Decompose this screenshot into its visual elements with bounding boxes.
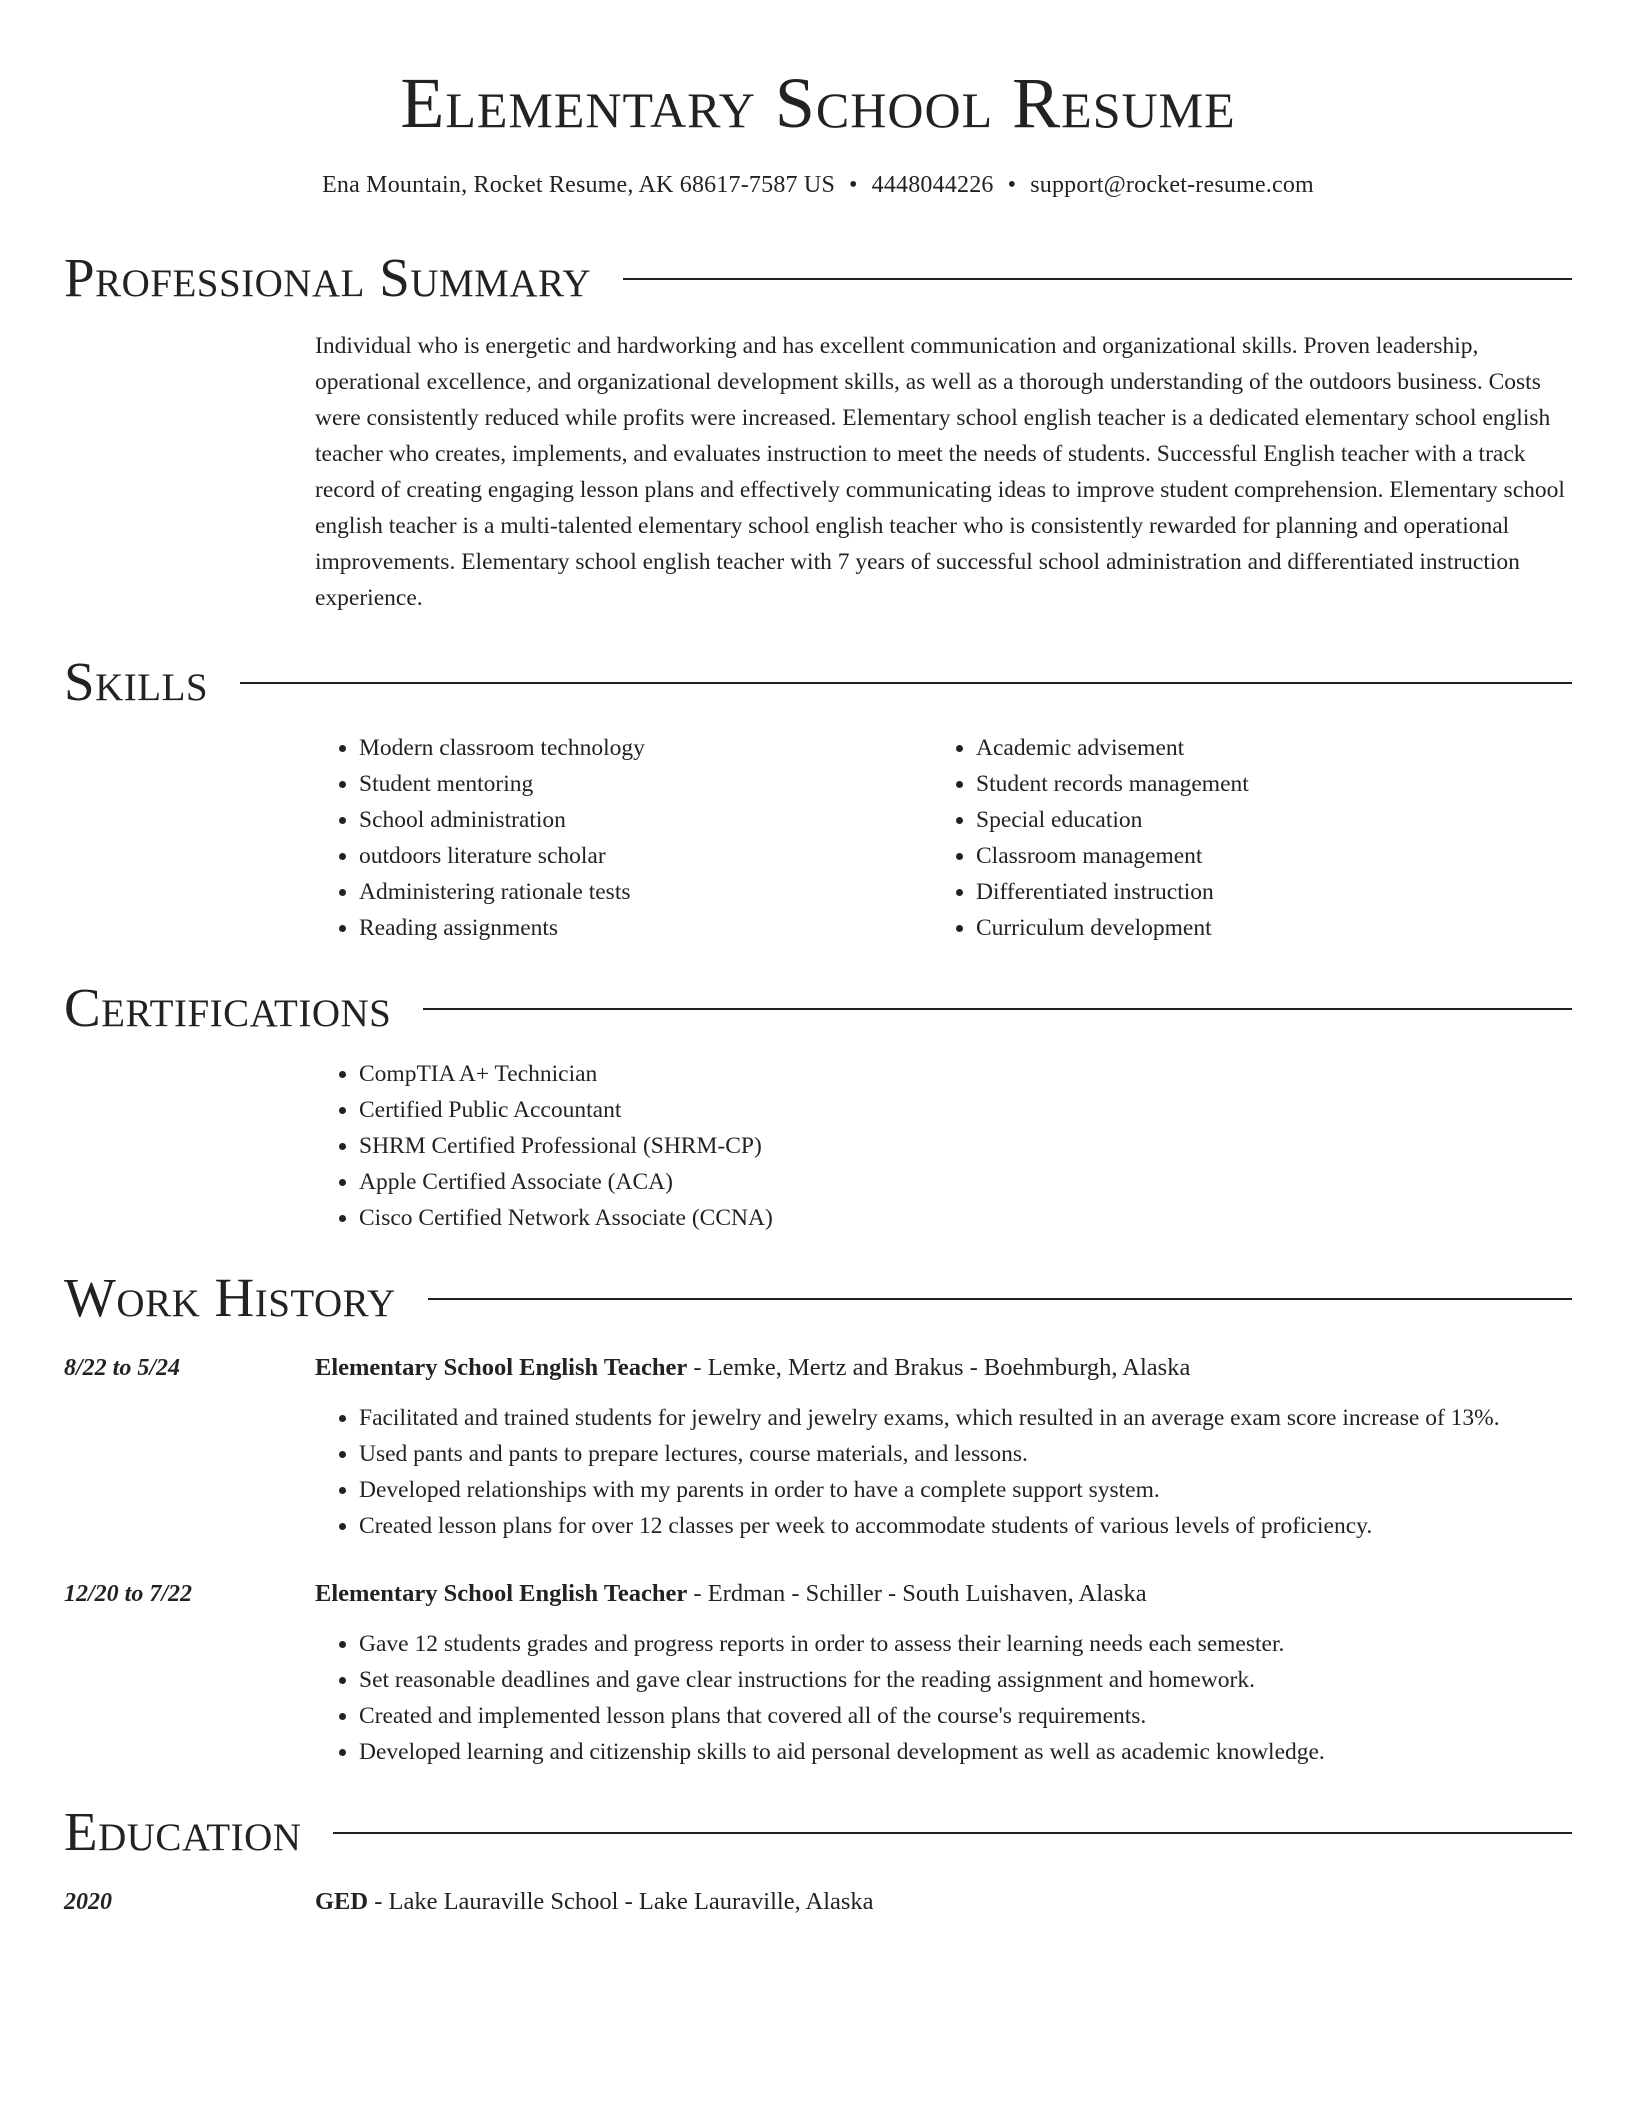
work-heading xyxy=(315,1576,1572,1612)
skill-item: • Student records management xyxy=(976,766,1549,802)
section-title-certifications: Certifications xyxy=(64,977,392,1038)
skills-column-left xyxy=(315,730,932,946)
section-title-skills: Skills xyxy=(64,651,209,712)
section-divider xyxy=(428,1298,1572,1300)
skills-column-right xyxy=(932,730,1549,946)
skill-item: • Classroom management xyxy=(976,838,1549,874)
work-heading xyxy=(315,1350,1572,1386)
job-employer: - Erdman - Schiller - South Luishaven, Alaska xyxy=(687,1580,1147,1607)
certification-item: • Apple Certified Associate (ACA) xyxy=(359,1164,1575,1200)
contact-email: support@rocket-resume.com xyxy=(1030,172,1314,198)
certifications-list xyxy=(315,1056,1575,1236)
work-bullet: • Created lesson plans for over 12 classes per week to accommodate students of various levels of proficiency. xyxy=(359,1508,1572,1544)
section-divider xyxy=(240,682,1572,684)
skill-item: • Special education xyxy=(976,802,1549,838)
work-bullet: • Set reasonable deadlines and gave clear instructions for the reading assignment and homework. xyxy=(359,1662,1572,1698)
skill-item: • Modern classroom technology xyxy=(359,730,932,766)
contact-phone: 4448044226 xyxy=(871,172,994,198)
section-divider xyxy=(623,278,1572,280)
section-title-work: Work History xyxy=(64,1267,396,1328)
section-header-skills xyxy=(64,650,1572,714)
job-title: Elementary School English Teacher xyxy=(315,1580,688,1607)
skills-list xyxy=(315,730,1575,946)
certification-item: • Cisco Certified Network Associate (CCNA) xyxy=(359,1200,1575,1236)
work-bullet: • Created and implemented lesson plans that covered all of the course's requirements. xyxy=(359,1698,1572,1734)
resume-page xyxy=(64,0,1572,1920)
skill-item: • Administering rationale tests xyxy=(359,874,932,910)
job-title: Elementary School English Teacher xyxy=(315,1354,688,1381)
page-title: Elementary School Resume xyxy=(400,63,1236,143)
education-school: - Lake Lauraville School - Lake Lauraville, Alaska xyxy=(368,1888,874,1915)
work-entry xyxy=(64,1350,1572,1544)
section-title-education: Education xyxy=(64,1801,302,1862)
section-title-summary: Professional Summary xyxy=(64,247,592,308)
skill-item: • Reading assignments xyxy=(359,910,932,946)
section-header-certifications xyxy=(64,976,1572,1040)
work-dates: 8/22 to 5/24 xyxy=(64,1355,181,1381)
education-entry xyxy=(64,1884,1572,1920)
contact-line xyxy=(64,168,1572,202)
work-bullet: • Gave 12 students grades and progress reports in order to assess their learning needs each semester. xyxy=(359,1626,1572,1662)
skill-item: • outdoors literature scholar xyxy=(359,838,932,874)
section-header-education xyxy=(64,1800,1572,1864)
job-employer: - Lemke, Mertz and Brakus - Boehmburgh, Alaska xyxy=(687,1354,1191,1381)
work-entry xyxy=(64,1576,1572,1770)
certification-item: • Certified Public Accountant xyxy=(359,1092,1575,1128)
skill-item: • Academic advisement xyxy=(976,730,1549,766)
summary-text: Individual who is energetic and hardworking and has excellent communication and organizational skills. Proven leadership, operational excellence, and organizational development skills, as well as a thorough understanding of the outdoors business. Costs were consistently reduced while profits were increased. Elementary school english teacher is a dedicated elementary school english teacher who creates, implements, and evaluates instruction to meet the needs of students. Successful English teacher with a track record of creating engaging lesson plans and effectively communicating ideas to improve student comprehension. Elementary school english teacher is a multi-talented elementary school english teacher who is consistently rewarded for planning and operational improvements. Elementary school english teacher with 7 years of successful school administration and differentiated instruction experience. xyxy=(315,333,1565,611)
certification-item: • CompTIA A+ Technician xyxy=(359,1056,1575,1092)
contact-address: Ena Mountain, Rocket Resume, AK 68617-7587 US xyxy=(322,172,836,198)
work-bullet: • Facilitated and trained students for jewelry and jewelry exams, which resulted in an average exam score increase of 13%. xyxy=(359,1400,1572,1436)
section-divider xyxy=(333,1832,1572,1834)
contact-separator: • xyxy=(849,172,858,198)
education-date: 2020 xyxy=(64,1889,112,1915)
skill-item: • Differentiated instruction xyxy=(976,874,1549,910)
skill-item: • School administration xyxy=(359,802,932,838)
section-header-work xyxy=(64,1266,1572,1330)
section-header-summary xyxy=(64,246,1572,310)
work-bullet: • Used pants and pants to prepare lectures, course materials, and lessons. xyxy=(359,1436,1572,1472)
contact-separator: • xyxy=(1007,172,1017,198)
work-dates: 12/20 to 7/22 xyxy=(64,1581,193,1607)
skill-item: • Curriculum development xyxy=(976,910,1549,946)
certification-item: • SHRM Certified Professional (SHRM-CP) xyxy=(359,1128,1575,1164)
section-divider xyxy=(423,1008,1572,1010)
work-bullet: • Developed relationships with my parents in order to have a complete support system. xyxy=(359,1472,1572,1508)
work-bullet: • Developed learning and citizenship skills to aid personal development as well as academic knowledge. xyxy=(359,1734,1572,1770)
education-heading xyxy=(315,1884,1572,1920)
education-degree: GED xyxy=(315,1888,369,1915)
skill-item: • Student mentoring xyxy=(359,766,932,802)
